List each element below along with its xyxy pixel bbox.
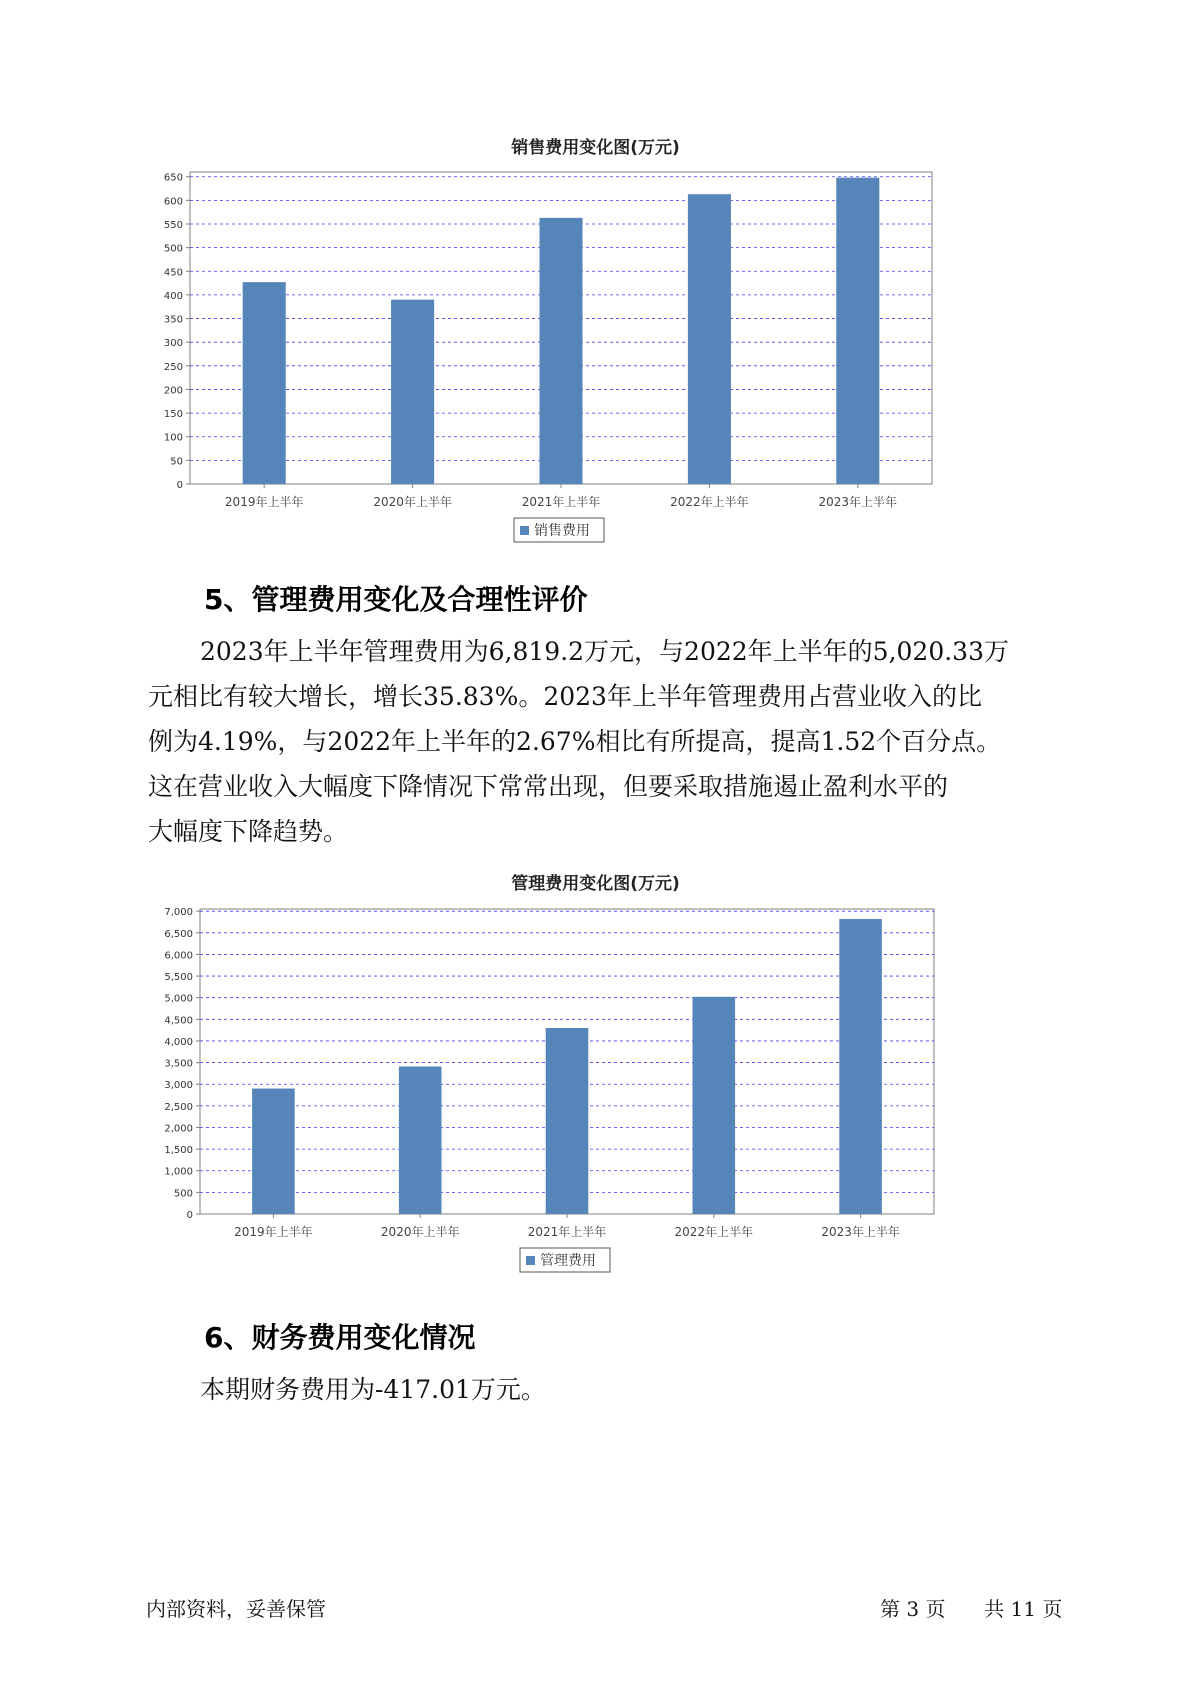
bar [693, 997, 736, 1214]
x-tick-label: 2022年上半年 [670, 495, 749, 509]
y-tick-label: 4,000 [164, 1036, 193, 1048]
y-tick-label: 1,000 [164, 1166, 193, 1178]
admin-expense-chart [140, 903, 980, 1288]
paragraph-line: 2023年上半年管理费用为6,819.2万元，与2022年上半年的5,020.33万 [200, 637, 1009, 666]
y-tick-label: 50 [170, 456, 183, 468]
x-tick-label: 2023年上半年 [818, 495, 898, 509]
y-tick-label: 3,500 [164, 1058, 193, 1070]
y-tick-label: 7,000 [164, 907, 193, 919]
paragraph-line: 大幅度下降趋势。 [148, 817, 349, 846]
paragraph-line: 这在营业收入大幅度下降情况下常常出现，但要采取措施遏止盈利水平的 [148, 772, 949, 801]
paragraph-line: 元相比有较大增长，增长35.83%。2023年上半年管理费用占营业收入的比 [148, 682, 982, 711]
bar [546, 1028, 589, 1214]
x-tick-label: 2023年上半年 [821, 1225, 900, 1239]
y-tick-label: 250 [163, 361, 183, 373]
x-tick-label: 2019年上半年 [224, 495, 304, 509]
y-tick-label: 5,000 [164, 993, 193, 1005]
bar [688, 194, 731, 484]
bar [539, 218, 582, 484]
y-tick-label: 550 [163, 220, 183, 231]
y-tick-label: 400 [163, 290, 183, 302]
bar [399, 1066, 442, 1214]
section-6-paragraph [148, 1367, 1053, 1412]
legend [520, 1248, 610, 1272]
x-tick-label: 2019年上半年 [234, 1225, 313, 1239]
page-total: 共 11 页 [984, 1597, 1063, 1621]
y-tick-label: 150 [163, 409, 183, 421]
footer-confidential-note: 内部资料，妥善保管 [146, 1597, 326, 1621]
x-tick-label: 2022年上半年 [674, 1225, 754, 1239]
x-tick-label: 2020年上半年 [373, 495, 452, 509]
y-tick-label: 3,000 [164, 1080, 193, 1092]
section-6-heading: 6、财务费用变化情况 [204, 1321, 476, 1354]
y-tick-label: 200 [163, 385, 183, 397]
bar [391, 300, 434, 484]
bar [836, 178, 879, 484]
x-tick-label: 2021年上半年 [521, 495, 601, 509]
admin-expense-chart-title: 管理费用变化图(万元) [511, 874, 680, 894]
footer-page-info [880, 1593, 1062, 1622]
legend [514, 518, 604, 542]
legend-label: 销售费用 [534, 523, 590, 539]
paragraph-line: 本期财务费用为-417.01万元。 [200, 1375, 546, 1404]
bar [252, 1089, 295, 1214]
page-number: 第 3 页 [880, 1597, 946, 1621]
section-5-paragraph [148, 629, 1053, 854]
y-tick-label: 0 [186, 1210, 193, 1221]
y-tick-label: 100 [163, 432, 183, 444]
y-tick-label: 350 [163, 314, 183, 326]
y-tick-label: 6,000 [164, 950, 193, 962]
y-tick-label: 500 [163, 243, 183, 255]
y-tick-label: 450 [163, 267, 183, 279]
y-tick-label: 2,000 [164, 1123, 193, 1135]
y-tick-label: 300 [163, 338, 183, 350]
y-tick-label: 4,500 [164, 1015, 193, 1027]
y-tick-label: 650 [163, 172, 183, 184]
paragraph-line: 例为4.19%，与2022年上半年的2.67%相比有所提高，提高1.52个百分点。 [148, 727, 1002, 756]
y-tick-label: 6,500 [164, 928, 193, 940]
section-5-heading: 5、管理费用变化及合理性评价 [204, 583, 588, 616]
legend-swatch [526, 1256, 535, 1265]
y-tick-label: 5,500 [164, 972, 193, 984]
bar [839, 919, 882, 1214]
legend-label: 管理费用 [540, 1253, 596, 1269]
y-tick-label: 0 [176, 480, 183, 491]
y-tick-label: 600 [163, 196, 183, 208]
bar [243, 282, 286, 484]
legend-swatch [520, 526, 529, 535]
y-tick-label: 1,500 [164, 1145, 193, 1157]
sales-expense-chart-title: 销售费用变化图(万元) [511, 138, 680, 158]
x-tick-label: 2021年上半年 [527, 1225, 607, 1239]
x-tick-label: 2020年上半年 [380, 1225, 460, 1239]
sales-expense-chart [140, 165, 980, 550]
y-tick-label: 2,500 [164, 1101, 193, 1113]
y-tick-label: 500 [173, 1188, 193, 1200]
